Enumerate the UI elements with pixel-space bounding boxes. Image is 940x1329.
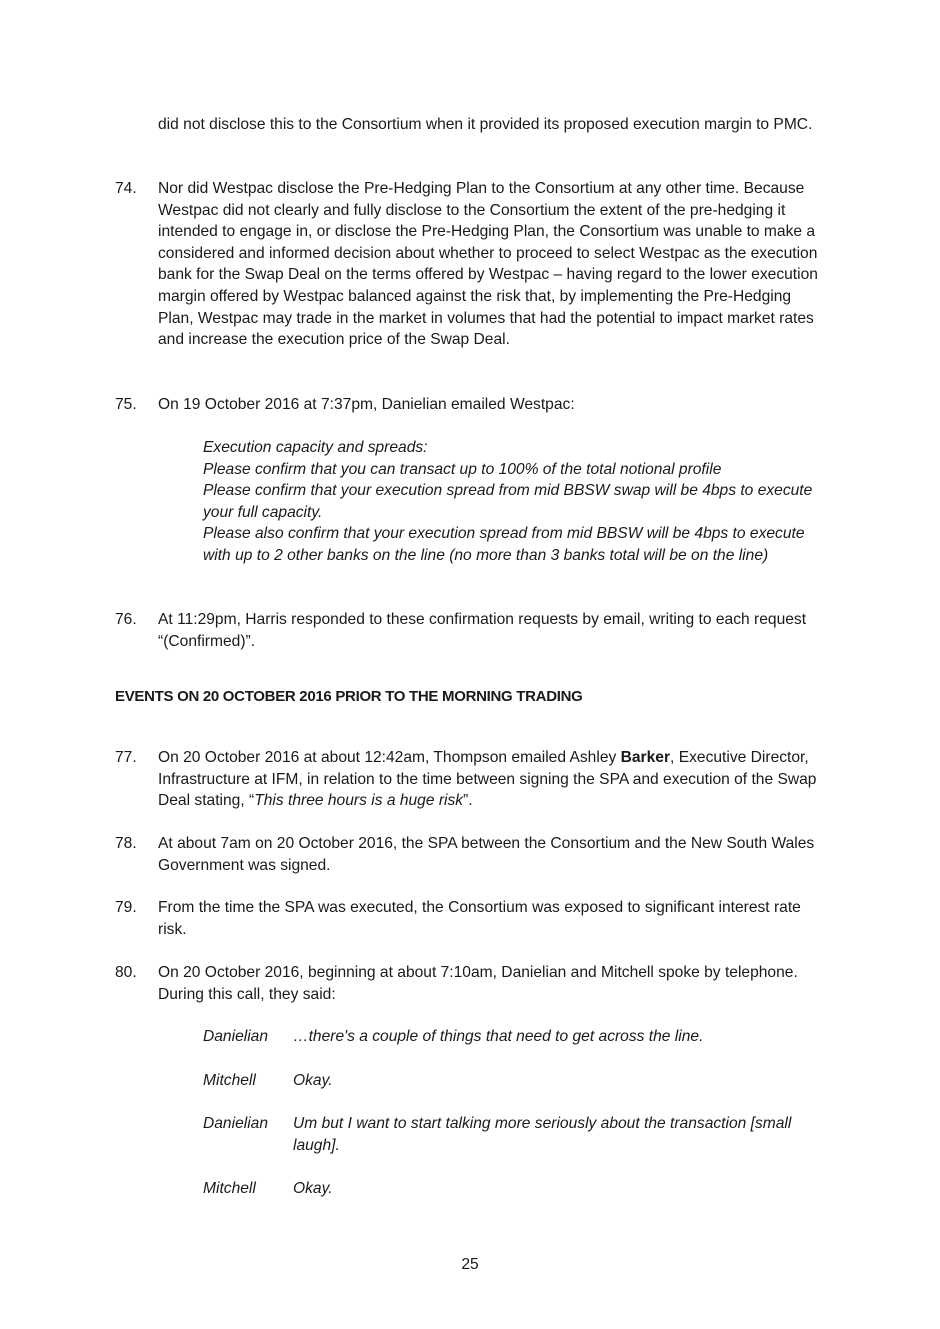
dialogue-text: Okay.: [293, 1180, 333, 1197]
dialogue-speaker: Danielian: [203, 1115, 269, 1132]
email-quote: [203, 437, 823, 567]
dialogue-speaker: Mitchell: [203, 1072, 256, 1089]
text-segment: ”.: [463, 792, 473, 810]
paragraph-78: [115, 833, 830, 876]
dialogue-line: [203, 1070, 823, 1092]
quote-line: Please confirm that you can transact up to 100% of the total notional profile: [203, 460, 722, 478]
dialogue-speaker: Danielian: [203, 1028, 269, 1045]
quote-line: Please confirm that your execution spread from mid BBSW swap will be 4bps to execute your full capacity.: [203, 482, 813, 521]
paragraph-number: 78.: [115, 835, 137, 852]
paragraph-text: At about 7am on 20 October 2016, the SPA between the Consortium and the New South Wales Government was signed.: [158, 835, 815, 874]
paragraph-text: [158, 747, 830, 812]
text-segment: On 20 October 2016 at about 12:42am, Thompson emailed Ashley: [158, 749, 621, 766]
dialogue-line: [203, 1178, 823, 1200]
paragraph-number: 79.: [115, 899, 137, 916]
paragraph-text: On 20 October 2016, beginning at about 7:10am, Danielian and Mitchell spoke by telephone. During this call, they said:: [158, 964, 798, 1003]
paragraph-number: 76.: [115, 611, 137, 628]
bold-name: Barker: [620, 749, 671, 766]
quote-line: Execution capacity and spreads:: [203, 439, 428, 456]
text-segment: , Executive Director, Infrastructure at IFM, in relation to the time between signing the SPA and execution of the Swap Deal stating, “: [158, 749, 817, 810]
paragraph-text: Nor did Westpac disclose the Pre-Hedging Plan to the Consortium at any other time. Because Westpac did not clearly and fully disclose to the Consortium the extent of the pre-hedging it intended to engage in, or disclose the Pre-Hedging Plan, the Consortium was unable to make a considered and informed decision about whether to proceed to select Westpac as the execution bank for the Swap Deal on the terms offered by Westpac – having regard to the lower execution margin offered by Westpac balanced against the risk that, by implementing the Pre-Hedging Plan, Westpac may trade in the market in volumes that had the potential to impact market rates and increase the execution price of the Swap Deal.: [158, 180, 818, 349]
paragraph-74: [115, 178, 830, 351]
paragraph-number: 75.: [115, 396, 137, 413]
paragraph-79: [115, 897, 830, 940]
paragraph-text: From the time the SPA was executed, the Consortium was exposed to significant interest rate risk.: [158, 899, 801, 938]
paragraph-75: [115, 394, 830, 416]
italic-quote: This three hours is a huge risk: [254, 792, 464, 810]
paragraph-80: [115, 962, 830, 1005]
dialogue-speaker: Mitchell: [203, 1180, 256, 1197]
page-number: 25: [461, 1256, 479, 1273]
section-heading: EVENTS ON 20 OCTOBER 2016 PRIOR TO THE MORNING TRADING: [115, 688, 583, 705]
paragraph-77: [115, 747, 830, 812]
paragraph-text: At 11:29pm, Harris responded to these confirmation requests by email, writing to each request “(Confirmed)”.: [158, 611, 807, 650]
paragraph-number: 80.: [115, 964, 137, 981]
paragraph-continuation: [115, 114, 830, 136]
quote-line: Please also confirm that your execution spread from mid BBSW will be 4bps to execute with up to 2 other banks on the line (no more than 3 banks total will be on the line): [203, 525, 805, 564]
paragraph-76: [115, 609, 830, 652]
dialogue-text: Um but I want to start talking more seriously about the transaction [small laugh].: [293, 1115, 792, 1154]
dialogue-text: Okay.: [293, 1072, 333, 1089]
paragraph-number: 77.: [115, 749, 137, 766]
paragraph-text: On 19 October 2016 at 7:37pm, Danielian emailed Westpac:: [158, 396, 575, 413]
paragraph-text: did not disclose this to the Consortium when it provided its proposed execution margin to PMC.: [158, 116, 813, 133]
dialogue-text: …there's a couple of things that need to get across the line.: [293, 1028, 704, 1045]
paragraph-number: 74.: [115, 180, 137, 197]
dialogue-line: [203, 1026, 823, 1048]
dialogue-line: [203, 1113, 823, 1156]
